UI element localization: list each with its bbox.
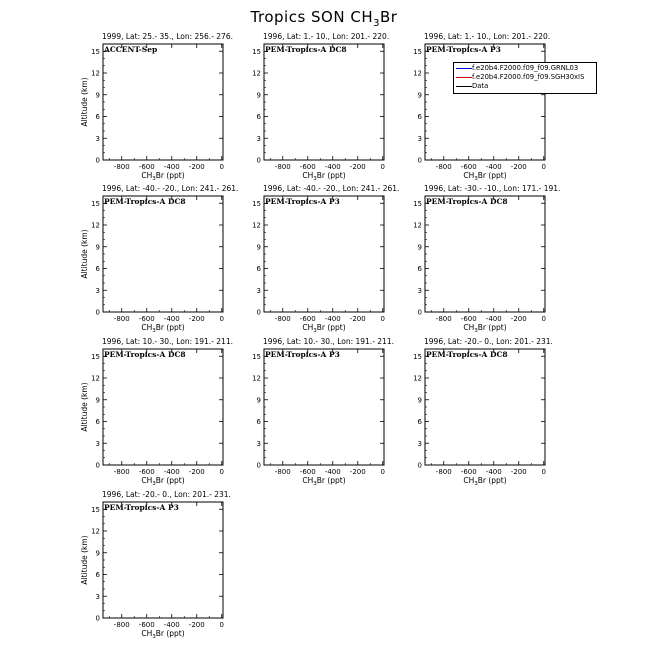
y-tick-label: 9: [417, 396, 422, 405]
y-tick-label: 6: [95, 418, 100, 426]
plot-frame: [425, 349, 545, 465]
x-tick-label: -800: [113, 315, 130, 323]
x-axis-label: $CH_3Br$ (ppt): [302, 476, 346, 487]
x-axis-label: $CH_3Br$ (ppt): [141, 171, 185, 182]
x-tick-label: -200: [510, 468, 527, 476]
panel-campaign-label: PEM-Tropics-A P3: [104, 503, 179, 512]
y-tick-label: 15: [413, 199, 422, 208]
y-tick-label: 15: [252, 352, 261, 361]
x-tick-label: -200: [349, 468, 366, 476]
y-tick-label: 9: [256, 243, 261, 252]
y-tick-label: 6: [95, 113, 100, 121]
y-tick-label: 3: [256, 286, 261, 295]
y-tick-label: 0: [417, 156, 422, 165]
y-tick-label: 6: [256, 418, 261, 426]
y-tick-label: 3: [95, 592, 100, 601]
x-tick-label: -200: [349, 315, 366, 323]
y-tick-label: 15: [413, 352, 422, 361]
x-axis-label: $CH_3Br$ (ppt): [302, 323, 346, 334]
y-tick-label: 3: [417, 439, 422, 448]
x-tick-label: -600: [138, 315, 155, 323]
x-tick-label: -800: [435, 315, 452, 323]
y-tick-label: 12: [252, 69, 261, 78]
x-axis-label: $CH_3Br$ (ppt): [463, 171, 507, 182]
x-tick-label: -600: [460, 163, 477, 171]
y-tick-label: 12: [252, 374, 261, 383]
x-tick-label: 0: [541, 468, 546, 476]
x-tick-label: 0: [219, 315, 224, 323]
panel-10: [80, 502, 224, 640]
y-tick-label: 12: [413, 221, 422, 230]
y-tick-label: 0: [95, 614, 100, 623]
plot-frame: [425, 196, 545, 312]
plot-frame: [103, 502, 223, 618]
x-tick-label: -200: [349, 163, 366, 171]
y-tick-label: 12: [252, 221, 261, 230]
x-tick-label: -600: [299, 163, 316, 171]
x-tick-label: -400: [163, 621, 180, 629]
x-tick-label: 0: [380, 315, 385, 323]
x-axis-label: $CH_3Br$ (ppt): [141, 476, 185, 487]
y-tick-label: 3: [95, 134, 100, 143]
y-tick-label: 3: [417, 134, 422, 143]
legend-label-data: Data: [472, 82, 489, 90]
x-tick-label: -600: [460, 315, 477, 323]
x-tick-label: -600: [460, 468, 477, 476]
panel-5: [252, 196, 385, 334]
panel-campaign-label: PEM-Tropics-A P3: [265, 197, 340, 206]
panel-campaign-label: PEM-Tropics-A P3: [265, 350, 340, 359]
panel-campaign-label: ACCENT-Sep: [104, 45, 158, 54]
y-tick-label: 12: [91, 221, 100, 230]
y-tick-label: 15: [91, 505, 100, 514]
y-tick-label: 9: [95, 243, 100, 252]
x-tick-label: -400: [163, 468, 180, 476]
x-tick-label: -600: [138, 163, 155, 171]
y-tick-label: 0: [95, 308, 100, 317]
y-tick-label: 15: [252, 47, 261, 56]
panel-9: [413, 349, 546, 487]
panel-subtitle: 1996, Lat: -40.- -20., Lon: 241.- 261.: [102, 184, 239, 193]
x-tick-label: 0: [219, 621, 224, 629]
panel-subtitle: 1999, Lat: 25.- 35., Lon: 256.- 276.: [102, 32, 233, 41]
x-tick-label: -600: [299, 315, 316, 323]
x-axis-label: $CH_3Br$ (ppt): [463, 323, 507, 334]
panel-campaign-label: PEM-Tropics-A DC8: [426, 350, 508, 359]
legend-swatch-data: [456, 86, 472, 87]
y-tick-label: 0: [95, 156, 100, 165]
figure-title-prefix: Tropics SON CH: [250, 8, 374, 26]
chart-legend: [453, 62, 597, 94]
panel-subtitle: 1996, Lat: -40.- -20., Lon: 241.- 261.: [263, 184, 400, 193]
plot-frame: [264, 44, 384, 160]
panel-2: [252, 44, 385, 182]
x-tick-label: 0: [541, 163, 546, 171]
x-tick-label: -400: [324, 163, 341, 171]
x-tick-label: -400: [163, 315, 180, 323]
x-tick-label: 0: [380, 163, 385, 171]
plot-frame: [103, 349, 223, 465]
y-tick-label: 6: [256, 113, 261, 121]
y-tick-label: 15: [252, 199, 261, 208]
x-tick-label: -400: [163, 163, 180, 171]
y-axis-label: Altitude (km): [80, 77, 89, 127]
x-axis-label: $CH_3Br$ (ppt): [463, 476, 507, 487]
x-tick-label: -200: [510, 315, 527, 323]
figure-title-subscript: 3: [373, 18, 380, 29]
panel-subtitle: 1996, Lat: 1.- 10., Lon: 201.- 220.: [263, 32, 390, 41]
y-tick-label: 15: [91, 199, 100, 208]
y-tick-label: 15: [413, 47, 422, 56]
x-tick-label: -200: [188, 315, 205, 323]
y-tick-label: 3: [417, 286, 422, 295]
panel-campaign-label: PEM-Tropics-A DC8: [104, 197, 186, 206]
y-axis-label: Altitude (km): [80, 535, 89, 585]
x-tick-label: 0: [541, 315, 546, 323]
legend-label-sgh30xis: f.e20b4.F2000.f09_f09.SGH30xIS: [472, 73, 585, 81]
y-tick-label: 9: [417, 91, 422, 100]
y-tick-label: 12: [413, 69, 422, 78]
x-tick-label: -600: [138, 621, 155, 629]
plot-frame: [264, 349, 384, 465]
y-tick-label: 3: [256, 439, 261, 448]
y-tick-label: 9: [256, 91, 261, 100]
x-tick-label: -800: [113, 621, 130, 629]
panel-subtitle: 1996, Lat: 1.- 10., Lon: 201.- 220.: [424, 32, 551, 41]
y-tick-label: 0: [417, 461, 422, 470]
y-tick-label: 9: [417, 243, 422, 252]
x-tick-label: -800: [274, 315, 291, 323]
x-tick-label: -400: [485, 163, 502, 171]
x-tick-label: -200: [188, 468, 205, 476]
x-tick-label: -200: [510, 163, 527, 171]
plot-frame: [103, 44, 223, 160]
x-axis-label: $CH_3Br$ (ppt): [302, 171, 346, 182]
x-tick-label: -800: [113, 468, 130, 476]
x-tick-label: -600: [138, 468, 155, 476]
plot-frame: [264, 196, 384, 312]
y-tick-label: 3: [256, 134, 261, 143]
x-tick-label: -400: [324, 315, 341, 323]
x-tick-label: 0: [219, 468, 224, 476]
x-tick-label: -400: [324, 468, 341, 476]
panel-campaign-label: PEM-Tropics-A DC8: [265, 45, 347, 54]
y-tick-label: 6: [95, 265, 100, 273]
y-axis-label: Altitude (km): [80, 229, 89, 279]
x-tick-label: -200: [188, 621, 205, 629]
panel-4: [80, 196, 224, 334]
y-tick-label: 9: [95, 549, 100, 558]
y-tick-label: 15: [91, 47, 100, 56]
panel-8: [252, 349, 385, 487]
panel-subtitle: 1996, Lat: 10.- 30., Lon: 191.- 211.: [263, 337, 394, 346]
panel-campaign-label: PEM-Tropics-A DC8: [104, 350, 186, 359]
y-tick-label: 9: [95, 91, 100, 100]
x-tick-label: -800: [113, 163, 130, 171]
y-tick-label: 9: [256, 396, 261, 405]
y-tick-label: 0: [417, 308, 422, 317]
y-tick-label: 3: [95, 439, 100, 448]
x-tick-label: 0: [380, 468, 385, 476]
x-tick-label: -400: [485, 468, 502, 476]
legend-swatch-sgh30xis: [456, 77, 472, 78]
x-tick-label: 0: [219, 163, 224, 171]
x-tick-label: -600: [299, 468, 316, 476]
panel-1: [80, 44, 224, 182]
y-tick-label: 0: [256, 156, 261, 165]
panel-campaign-label: PEM-Tropics-A P3: [426, 45, 501, 54]
panel-subtitle: 1996, Lat: -20.- 0., Lon: 201.- 231.: [424, 337, 553, 346]
x-tick-label: -200: [188, 163, 205, 171]
x-tick-label: -800: [274, 163, 291, 171]
y-tick-label: 6: [95, 571, 100, 579]
y-tick-label: 12: [91, 527, 100, 536]
y-tick-label: 12: [91, 69, 100, 78]
y-tick-label: 12: [91, 374, 100, 383]
plot-frame: [103, 196, 223, 312]
panel-campaign-label: PEM-Tropics-A DC8: [426, 197, 508, 206]
x-axis-label: $CH_3Br$ (ppt): [141, 323, 185, 334]
panel-7: [80, 349, 224, 487]
y-axis-label: Altitude (km): [80, 382, 89, 432]
legend-label-grnl03: f.e20b4.F2000.f09_f09.GRNL03: [472, 64, 579, 72]
y-tick-label: 6: [417, 265, 422, 273]
y-tick-label: 12: [413, 374, 422, 383]
panel-subtitle: 1996, Lat: -30.- -10., Lon: 171.- 191.: [424, 184, 561, 193]
y-tick-label: 6: [256, 265, 261, 273]
y-tick-label: 0: [256, 461, 261, 470]
x-tick-label: -800: [435, 468, 452, 476]
y-tick-label: 6: [417, 418, 422, 426]
x-tick-label: -800: [435, 163, 452, 171]
x-axis-label: $CH_3Br$ (ppt): [141, 629, 185, 640]
figure-title-suffix: Br: [379, 8, 398, 26]
y-tick-label: 9: [95, 396, 100, 405]
legend-swatch-grnl03: [456, 68, 472, 69]
y-tick-label: 0: [256, 308, 261, 317]
panel-6: [413, 196, 546, 334]
y-tick-label: 15: [91, 352, 100, 361]
y-tick-label: 6: [417, 113, 422, 121]
x-tick-label: -400: [485, 315, 502, 323]
x-tick-label: -800: [274, 468, 291, 476]
y-tick-label: 3: [95, 286, 100, 295]
panel-subtitle: 1996, Lat: -20.- 0., Lon: 201.- 231.: [102, 490, 231, 499]
panel-subtitle: 1996, Lat: 10.- 30., Lon: 191.- 211.: [102, 337, 233, 346]
y-tick-label: 0: [95, 461, 100, 470]
